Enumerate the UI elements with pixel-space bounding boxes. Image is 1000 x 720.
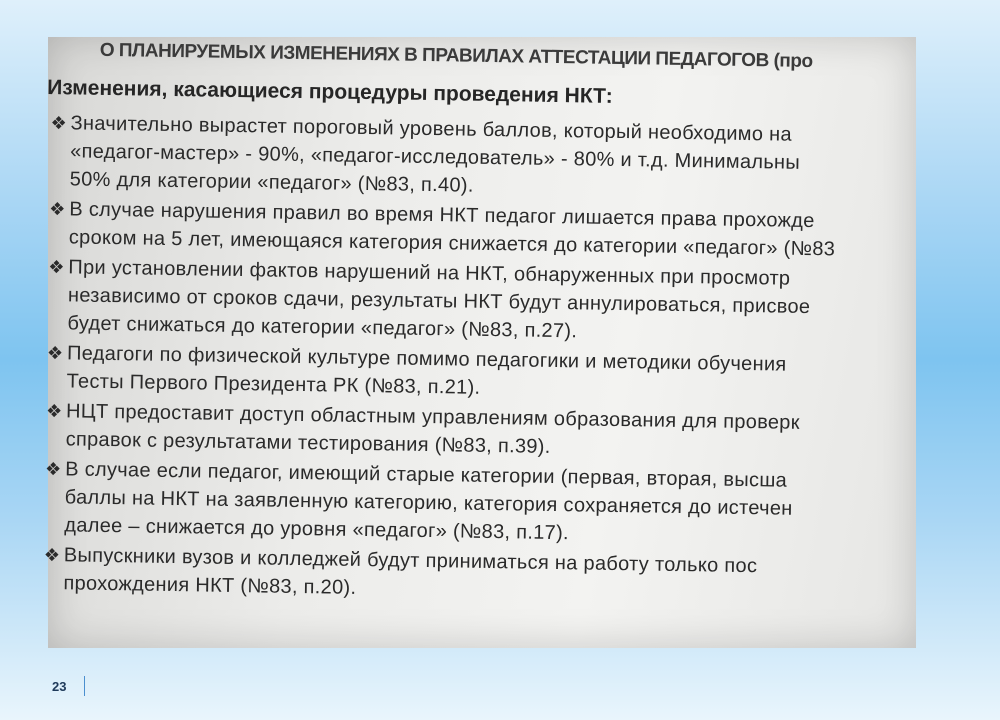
item-line: независимо от сроков сдачи, результаты НКТ будут аннулироваться, присвое	[67, 284, 811, 319]
diamond-bullet-icon: ❖	[44, 459, 62, 480]
page-number-divider	[84, 676, 85, 696]
diamond-bullet-icon: ❖	[46, 343, 64, 364]
list-item	[39, 541, 940, 611]
item-line: прохождения НКТ (№83, п.20).	[63, 572, 357, 599]
item-line: Тесты Первого Президента РК (№83, п.21).	[66, 370, 481, 399]
diamond-bullet-icon: ❖	[50, 113, 67, 134]
item-line: будет снижаться до категории «педагог» (№83, п.27).	[67, 312, 578, 343]
item-line: В случае нарушения правил во время НКТ педагог лишается права прохожде	[69, 198, 815, 233]
page-number: 23	[52, 679, 67, 694]
list-item	[46, 109, 947, 207]
item-line: Педагоги по физической культуре помимо педагогики и методики обучения	[66, 342, 787, 376]
bullet-list	[39, 109, 947, 613]
item-line: Выпускники вузов и колледжей будут приниматься на работу только пос	[63, 544, 758, 578]
item-line: справок с результатами тестирования (№83, п.39).	[65, 428, 551, 458]
item-line: В случае если педагог, имеющий старые категории (первая, вторая, высша	[65, 458, 788, 492]
item-line: баллы на НКТ на заявленную категорию, категория сохраняется до истечен	[64, 486, 793, 520]
item-line: НЦТ предоставит доступ областным управлениям образования для проверк	[65, 400, 800, 434]
diamond-bullet-icon: ❖	[48, 257, 65, 278]
item-line: «педагог-мастер» - 90%, «педагог-исследователь» - 80% и т.д. Минимальны	[70, 140, 801, 174]
item-line: сроком на 5 лет, имеющаяся категория снижается до категории «педагог» (№83	[68, 226, 836, 261]
section-subtitle: Изменения, касающиеся процедуры проведения НКТ:	[47, 75, 613, 108]
photo-content	[38, 37, 915, 662]
list-item	[40, 455, 941, 553]
diamond-bullet-icon: ❖	[45, 401, 63, 422]
item-line: При установлении фактов нарушений на НКТ, обнаруженных при просмотр	[68, 256, 791, 290]
item-line: Значительно вырастет пороговый уровень баллов, который необходимо на	[70, 112, 793, 146]
slide-photo	[43, 37, 916, 648]
list-item	[43, 253, 944, 351]
item-line: 50% для категории «педагог» (№83, п.40).	[69, 168, 474, 197]
item-line: далее – снижается до уровня «педагог» (№83, п.17).	[64, 514, 570, 545]
diamond-bullet-icon: ❖	[49, 199, 66, 220]
diamond-bullet-icon: ❖	[43, 544, 61, 566]
slide-title: О ПЛАНИРУЕМЫХ ИЗМЕНЕНИЯХ В ПРАВИЛАХ АТТЕСТАЦИИ ПЕДАГОГОВ (про	[99, 39, 813, 73]
